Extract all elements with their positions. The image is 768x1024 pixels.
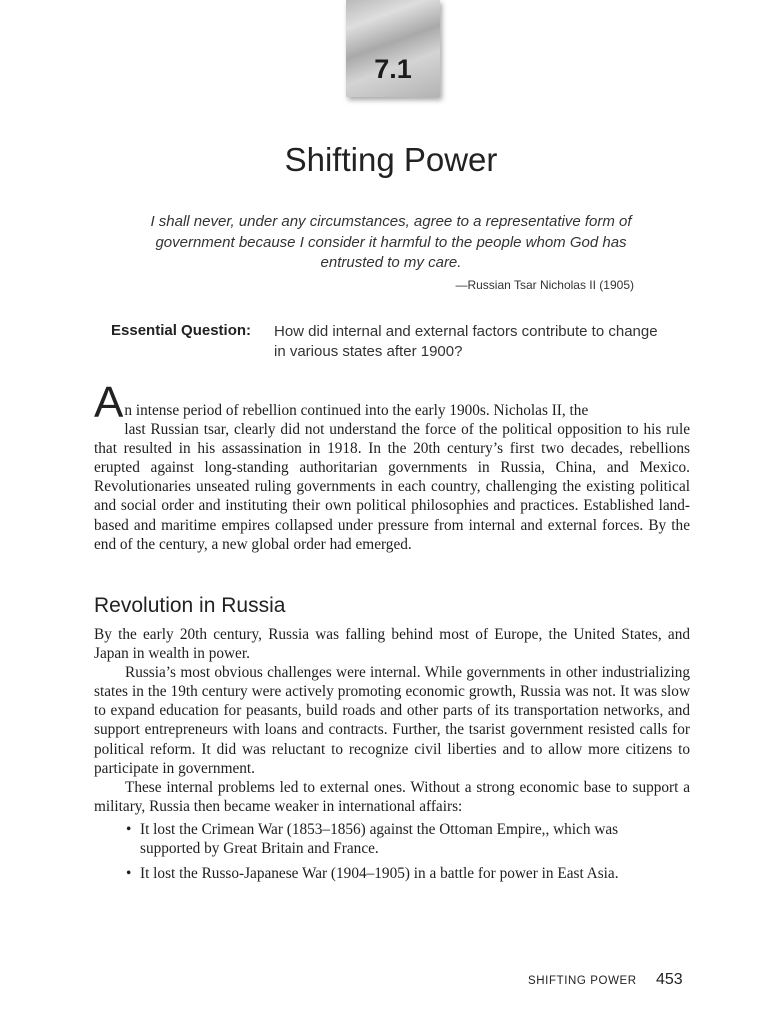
drop-cap: A <box>94 378 124 427</box>
bullet-icon: • <box>126 865 132 883</box>
intro-paragraph <box>94 378 690 554</box>
intro-first-line: n intense period of rebellion continued into the early 1900s. Nicholas II, the <box>124 402 589 419</box>
section-body <box>94 625 690 889</box>
list-item <box>94 820 660 858</box>
section-paragraph: These internal problems led to external ones. Without a strong economic base to support a military, Russia then became weaker in international affairs: <box>94 778 690 815</box>
list-item-text: It lost the Russo-Japanese War (1904–1905) in a battle for power in East Asia. <box>140 865 619 883</box>
section-number: 7.1 <box>374 54 412 84</box>
epigraph-attribution: —Russian Tsar Nicholas II (1905) <box>455 278 634 292</box>
bullet-icon: • <box>126 820 132 838</box>
essential-question-label: Essential Question: <box>111 322 252 339</box>
intro-rest: last Russian tsar, clearly did not understand the force of the political opposition to his rule that resulted in his assassination in 1918. In the 20th century’s first two decades, rebellions erupted against long-standing authoritarian governments in Russia, China, and Mexico. Revolutionaries unseated ruling governments in each country, challenging the existing political and social order and instituting their own political philosophies and practices. Established land-based and maritime empires collapsed under pressure from internal and external forces. By the end of the century, a new global order had emerged. <box>94 421 690 553</box>
section-paragraph: Russia’s most obvious challenges were internal. While governments in other industrializing states in the 19th century were actively promoting economic growth, Russia was not. It was slow to expand education for peasants, build roads and other parts of its transportation networks, and support entrepreneurs with loans and contracts. Further, the tsarist government resisted calls for political reform. It did was reluctant to recognize civil liberties and to allow more citizens to participate in government. <box>94 664 690 777</box>
running-head: SHIFTING POWER <box>528 975 637 987</box>
bullet-list <box>94 820 690 883</box>
section-heading: Revolution in Russia <box>94 594 286 617</box>
section-number-tab <box>346 0 440 97</box>
page-title: Shifting Power <box>284 141 498 178</box>
epigraph-quote: I shall never, under any circumstances, agree to a representative form of government because I consider it harmful to the people whom God has entrusted to my care. <box>150 213 632 271</box>
section-paragraph: By the early 20th century, Russia was falling behind most of Europe, the United States, and Japan in wealth in power. <box>94 626 690 663</box>
list-item <box>94 864 660 883</box>
essential-question-text: How did internal and external factors contribute to change in various states after 1900? <box>274 323 658 360</box>
page-number: 453 <box>656 971 683 988</box>
list-item-text: It lost the Crimean War (1853–1856) against the Ottoman Empire,, which was supported by Great Britain and France. <box>140 820 619 858</box>
